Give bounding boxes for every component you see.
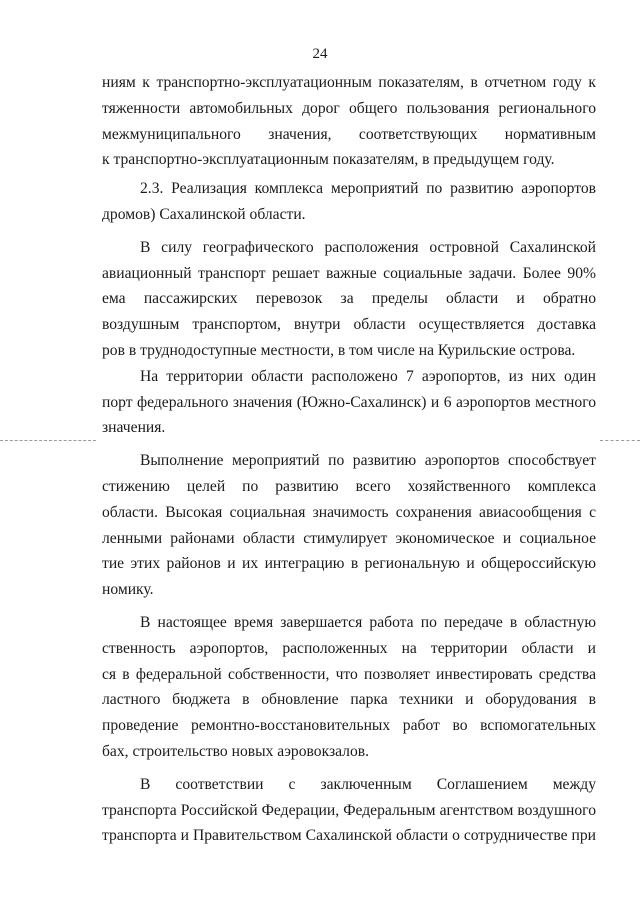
paragraph-development-goals <box>102 448 596 603</box>
text-line: В силу географического расположения островной Сахалинской <box>140 238 596 256</box>
text-line: тие этих районов и их интеграцию в региональную и общероссийскую <box>102 555 596 573</box>
paragraph-agreement <box>102 772 596 849</box>
text-line: ластного бюджета в обновление парка техники и оборудования в <box>102 691 596 709</box>
text-line: ся в федеральной собственности, что позволяет инвестировать средства <box>102 665 596 683</box>
text-line: проведение ремонтно-восстановительных работ во вспомогательных <box>102 717 596 735</box>
text-line: номику. <box>102 581 154 599</box>
paragraph-road-targets <box>102 70 596 173</box>
section-heading-2-3 <box>102 176 596 228</box>
text-line: воздушным транспортом, внутри области осуществляется доставка <box>102 316 596 334</box>
text-line: ственность аэропортов, расположенных на территории области и <box>102 639 596 657</box>
text-line: области. Высокая социальная значимость сохранения авиасообщения с <box>102 503 596 521</box>
text-line: Выполнение мероприятий по развитию аэропортов способствует <box>140 452 596 470</box>
text-line: значения. <box>102 419 166 437</box>
text-line: порт федерального значения (Южно-Сахалинск) и 6 аэропортов местного <box>102 393 596 411</box>
text-line: В соответствии с заключенным Соглашением между <box>140 775 596 793</box>
text-line: тяженности автомобильных дорог общего пользования регионального <box>102 99 596 117</box>
body-text <box>102 70 596 849</box>
text-line: ема пассажирских перевозок за пределы области и обратно <box>102 290 596 308</box>
text-line: дромов) Сахалинской области. <box>102 205 306 223</box>
text-line: авиационный транспорт решает важные социальные задачи. Более 90% <box>102 264 596 282</box>
text-line: межмуниципального значения, соответствующих нормативным <box>102 125 596 143</box>
text-line: бах, строительство новых аэровокзалов. <box>102 742 369 760</box>
text-line: В настоящее время завершается работа по передаче в областную <box>140 613 596 631</box>
paragraph-airports-count <box>102 364 596 441</box>
text-line: ров в труднодоступные местности, в том числе на Курильские острова. <box>102 341 576 359</box>
text-line: 2.3. Реализация комплекса мероприятий по развитию аэропортов <box>140 180 596 198</box>
page-number: 24 <box>312 46 328 62</box>
text-line: транспорта Российской Федерации, Федеральным агентством воздушного <box>102 801 596 819</box>
text-line: На территории области расположено 7 аэропортов, из них один <box>140 367 596 385</box>
text-line: транспорта и Правительством Сахалинской области о сотрудничестве при <box>102 827 596 845</box>
paragraph-ownership-transfer <box>102 610 596 765</box>
text-line: ниям к транспортно-эксплуатационным показателям, в отчетном году к <box>102 74 596 91</box>
text-line: ленными районами области стимулирует экономическое и социальное <box>102 529 596 547</box>
text-line: к транспортно-эксплуатационным показателям, в предыдущем году. <box>102 151 555 169</box>
text-line: стижению целей по развитию всего хозяйственного комплекса <box>102 477 596 495</box>
scan-artifact-left <box>0 440 96 441</box>
scan-artifact-right <box>600 440 640 441</box>
paragraph-aviation-role <box>102 235 596 364</box>
